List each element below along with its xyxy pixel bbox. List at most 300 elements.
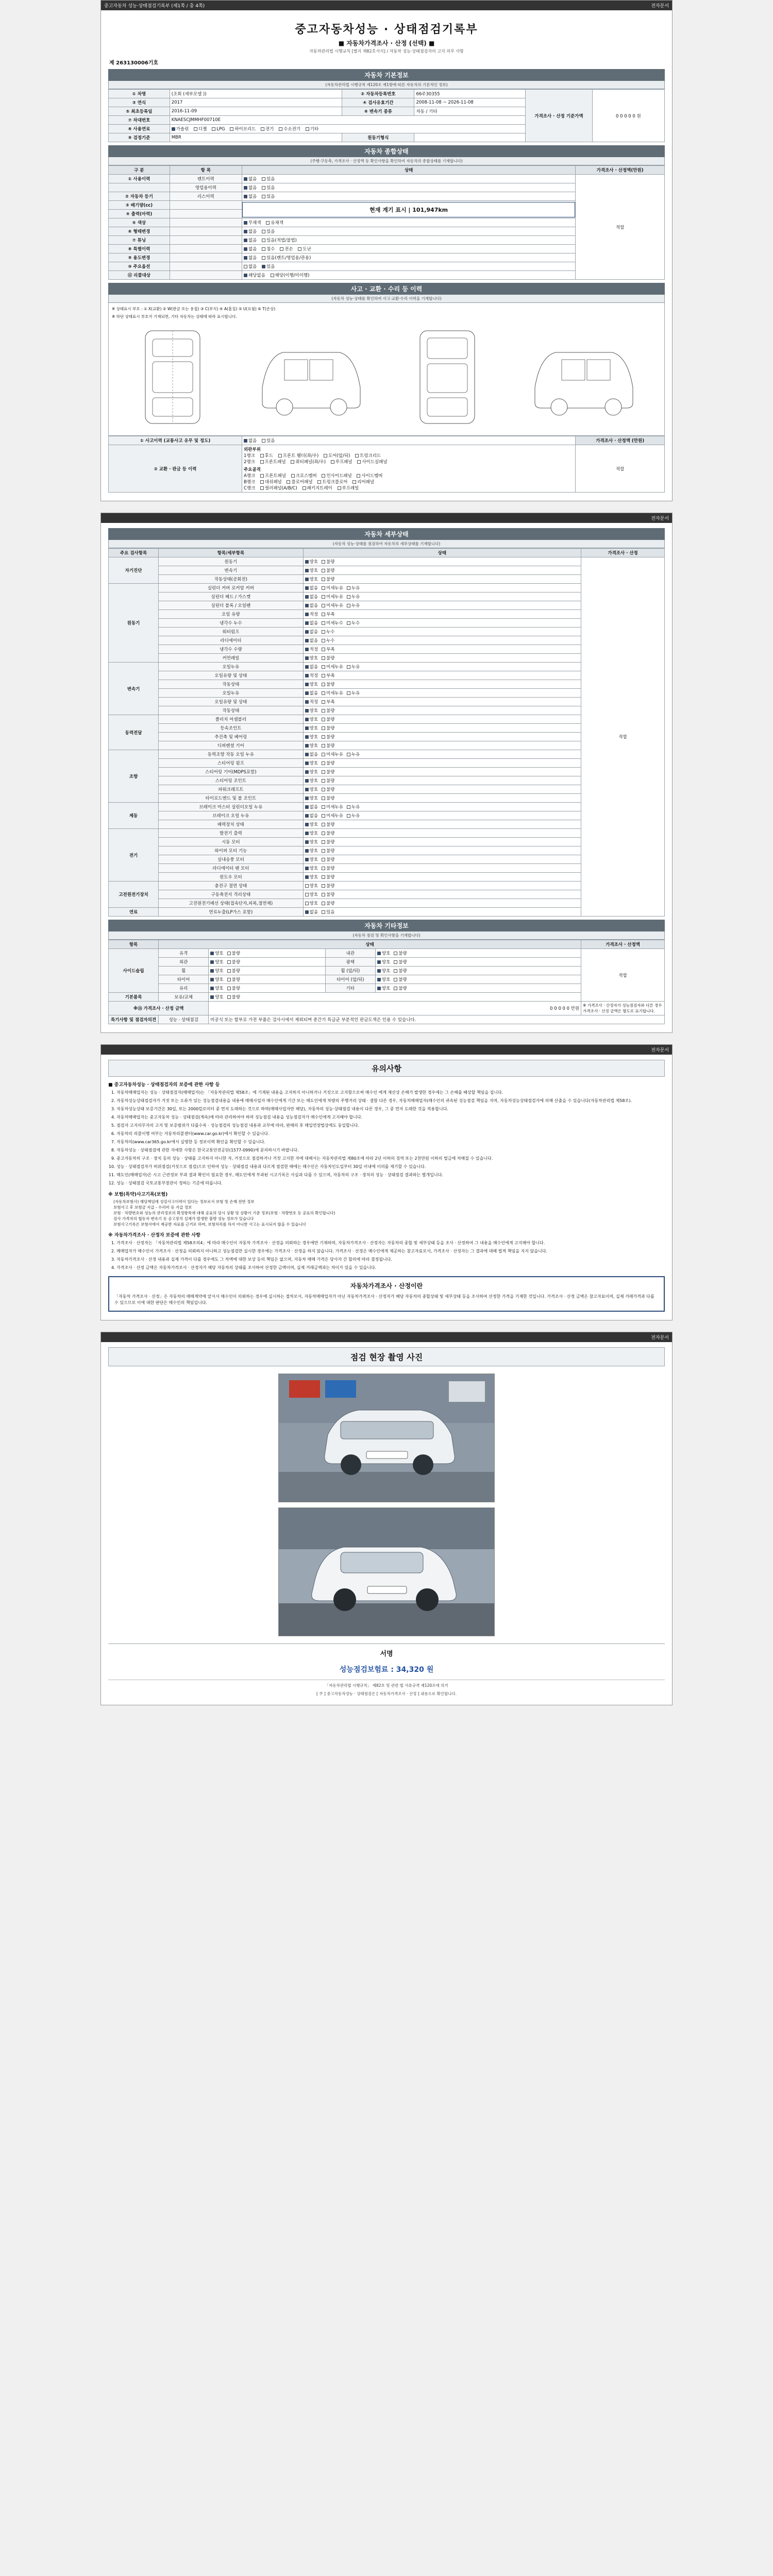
notice-section-1: ■ 중고자동차성능 · 상태점검자의 보증에 관한 사항 등 xyxy=(108,1082,220,1088)
fuel-option-electric[interactable] xyxy=(261,126,274,132)
overall-state-9[interactable] xyxy=(242,253,575,262)
option-none[interactable] xyxy=(305,585,318,591)
checkbox-icon xyxy=(244,239,247,242)
option-yes[interactable] xyxy=(262,184,275,191)
detail-state-1-3[interactable] xyxy=(303,610,581,619)
option-bad[interactable] xyxy=(322,839,334,845)
option-good[interactable] xyxy=(210,976,223,982)
fuel-option-hybrid[interactable] xyxy=(230,126,256,132)
option-leak[interactable] xyxy=(347,690,360,696)
detail-item-7-0: 충전구 절연 상태 xyxy=(159,882,304,890)
option-good[interactable] xyxy=(305,786,318,792)
option-bad[interactable] xyxy=(322,856,334,862)
detail-state-1-4[interactable] xyxy=(303,619,581,628)
option-none[interactable] xyxy=(244,255,257,261)
option-proper[interactable] xyxy=(305,646,318,652)
option-bad[interactable] xyxy=(322,716,334,722)
option-leak[interactable] xyxy=(322,629,334,635)
signature-label: 서명 xyxy=(108,1643,665,1662)
etc-state-1[interactable] xyxy=(209,958,326,967)
topbar-right-text: 전자문서 xyxy=(651,4,669,9)
option-good[interactable] xyxy=(305,777,318,784)
checkbox-icon xyxy=(305,910,309,914)
detail-item-0-1: 변속기 xyxy=(159,566,304,575)
detail-state-8-0[interactable] xyxy=(303,908,581,917)
detail-state-6-0[interactable] xyxy=(303,829,581,838)
option-label: 미세누유 xyxy=(326,595,343,600)
overall-item-1: 영업용이력 xyxy=(170,183,242,192)
part-1-0-1[interactable] xyxy=(291,472,317,479)
option-good[interactable] xyxy=(305,848,318,854)
option-lack[interactable] xyxy=(322,611,334,617)
option-none[interactable] xyxy=(305,804,318,810)
option-bad[interactable] xyxy=(322,742,334,749)
checkbox-icon xyxy=(194,127,197,131)
option-none[interactable] xyxy=(305,620,318,626)
option-label: 양호 xyxy=(309,787,318,792)
checkbox-icon xyxy=(305,796,309,800)
overall-item-2: 리스이력 xyxy=(170,192,242,201)
option-bad[interactable] xyxy=(322,821,334,827)
option-good[interactable] xyxy=(305,795,318,801)
fuel-option-etc[interactable] xyxy=(306,126,318,132)
repair-groups xyxy=(242,445,575,493)
detail-state-6-5[interactable] xyxy=(303,873,581,882)
etc-state-3[interactable] xyxy=(209,975,326,984)
vehicle-photo-side[interactable] xyxy=(278,1507,495,1636)
overall-state-5[interactable] xyxy=(242,218,575,227)
etc-state-4[interactable] xyxy=(209,984,326,993)
option-good[interactable] xyxy=(377,985,390,991)
rank-label-1-1: B랭크 xyxy=(243,480,256,485)
option-good[interactable] xyxy=(305,856,318,862)
checkbox-icon xyxy=(377,960,381,964)
checkbox-icon xyxy=(322,884,325,888)
option-good[interactable] xyxy=(210,994,223,1000)
option-good[interactable] xyxy=(305,891,318,897)
overall-state-0[interactable] xyxy=(242,175,575,183)
option-leak[interactable] xyxy=(347,751,360,757)
option-bad[interactable] xyxy=(394,976,407,982)
part-0-1-1[interactable] xyxy=(291,459,326,465)
option-good[interactable] xyxy=(305,558,318,565)
part-1-0-2[interactable] xyxy=(322,472,351,479)
option-yes[interactable] xyxy=(262,237,297,243)
detail-state-0-2[interactable] xyxy=(303,575,581,584)
option-micro-leak[interactable] xyxy=(322,585,343,591)
option-good[interactable] xyxy=(305,655,318,661)
crash-option-yes[interactable] xyxy=(262,437,275,444)
overall-item-5 xyxy=(170,218,242,227)
option-bad[interactable] xyxy=(322,734,334,740)
option-flood[interactable] xyxy=(262,246,275,252)
detail-state-3-3[interactable] xyxy=(303,741,581,750)
option-achromatic[interactable] xyxy=(244,219,261,226)
detail-item-3-2: 추진축 및 베어링 xyxy=(159,733,304,741)
option-good[interactable] xyxy=(305,567,318,573)
overall-state-2[interactable] xyxy=(242,192,575,201)
option-leak[interactable] xyxy=(322,637,334,643)
overall-item-0: 렌트이력 xyxy=(170,175,242,183)
option-none[interactable] xyxy=(244,193,257,199)
overall-state-6[interactable] xyxy=(242,227,575,236)
part-1-2-0[interactable] xyxy=(260,485,297,491)
fuel-label-3: 하이브리드 xyxy=(234,127,256,132)
detail-state-4-3[interactable] xyxy=(303,776,581,785)
option-applicable[interactable] xyxy=(271,272,310,278)
part-0-0-1[interactable] xyxy=(278,452,319,459)
option-bad[interactable] xyxy=(394,959,407,965)
option-good[interactable] xyxy=(305,830,318,836)
part-1-2-1[interactable] xyxy=(303,485,332,491)
option-label: 누수 xyxy=(326,638,335,643)
option-leak[interactable] xyxy=(347,602,360,608)
etc-state-2[interactable] xyxy=(209,967,326,975)
option-good[interactable] xyxy=(305,734,318,740)
option-bad[interactable] xyxy=(227,959,240,965)
option-good[interactable] xyxy=(305,874,318,880)
detail-state-4-2[interactable] xyxy=(303,768,581,776)
part-0-1-3[interactable] xyxy=(357,459,387,465)
overall-state-1[interactable] xyxy=(242,183,575,192)
option-good[interactable] xyxy=(305,760,318,766)
option-good[interactable] xyxy=(305,681,318,687)
fuel-option-hydrogen[interactable] xyxy=(279,126,300,132)
option-good[interactable] xyxy=(210,968,223,974)
option-none[interactable] xyxy=(305,690,318,696)
option-label: 불량 xyxy=(326,840,335,845)
checkbox-icon xyxy=(331,460,334,464)
option-bad[interactable] xyxy=(227,994,240,1000)
detail-state-2-5[interactable] xyxy=(303,706,581,715)
fuel-options[interactable] xyxy=(170,125,526,133)
detail-state-0-0[interactable] xyxy=(303,557,581,566)
option-leak[interactable] xyxy=(347,812,360,819)
option-micro-leak[interactable] xyxy=(322,812,343,819)
checkbox-icon xyxy=(305,665,309,669)
option-bad[interactable] xyxy=(227,950,240,956)
option-none[interactable] xyxy=(305,637,318,643)
option-good[interactable] xyxy=(305,883,318,889)
option-bad[interactable] xyxy=(322,655,334,661)
option-good[interactable] xyxy=(210,950,223,956)
detail-state-1-1[interactable] xyxy=(303,592,581,601)
option-leak[interactable] xyxy=(347,620,360,626)
option-good[interactable] xyxy=(305,839,318,845)
part-1-1-1[interactable] xyxy=(287,479,312,485)
part-0-0-2[interactable] xyxy=(324,452,350,459)
option-micro-leak[interactable] xyxy=(322,690,343,696)
option-proper[interactable] xyxy=(305,699,318,705)
fuel-option-lpg[interactable] xyxy=(212,127,225,132)
option-bad[interactable] xyxy=(227,968,240,974)
option-none[interactable] xyxy=(244,263,257,269)
option-yes[interactable] xyxy=(262,263,275,269)
option-label: 미세누유 xyxy=(326,805,343,810)
detail-state-6-4[interactable] xyxy=(303,864,581,873)
crash-options[interactable] xyxy=(242,436,575,445)
option-bad[interactable] xyxy=(322,681,334,687)
etc-total-note: ※ 가격조사 · 산정자가 성능점검자와 다른 경우 가격조사 · 산정 금액은 별도로 표기합니다. xyxy=(581,1002,665,1015)
option-good[interactable] xyxy=(377,976,390,982)
part-1-0-0[interactable] xyxy=(260,472,286,479)
overall-state-11[interactable] xyxy=(242,271,575,280)
option-micro-leak[interactable] xyxy=(322,594,343,600)
detail-state-4-5[interactable] xyxy=(303,794,581,803)
detail-state-1-2[interactable] xyxy=(303,601,581,610)
checkbox-icon xyxy=(357,460,361,464)
option-bad[interactable] xyxy=(322,760,334,766)
fuel-option-diesel[interactable] xyxy=(194,126,207,132)
option-proper[interactable] xyxy=(305,672,318,679)
option-bad[interactable] xyxy=(394,950,407,956)
option-micro-leak[interactable] xyxy=(322,751,343,757)
option-good[interactable] xyxy=(305,865,318,871)
option-none[interactable] xyxy=(244,246,257,252)
option-label: 양호 xyxy=(309,901,318,906)
option-none[interactable] xyxy=(305,594,318,600)
option-none[interactable] xyxy=(244,228,257,234)
option-bad[interactable] xyxy=(227,985,240,991)
detail-state-5-2[interactable] xyxy=(303,820,581,829)
checkbox-icon xyxy=(322,875,325,879)
option-good[interactable] xyxy=(377,959,390,965)
detail-state-6-3[interactable] xyxy=(303,855,581,864)
option-bad[interactable] xyxy=(322,567,334,573)
detail-state-0-1[interactable] xyxy=(303,566,581,575)
part-label: 프론트패널 xyxy=(264,473,286,479)
etc-state2-0[interactable] xyxy=(375,949,581,958)
overall-state-10[interactable] xyxy=(242,262,575,271)
part-1-2-2[interactable] xyxy=(338,485,359,491)
option-good[interactable] xyxy=(377,968,390,974)
detail-state-5-1[interactable] xyxy=(303,811,581,820)
option-micro-leak[interactable] xyxy=(322,804,343,810)
basic-label-0: ① 차명 xyxy=(109,90,170,98)
checkbox-icon xyxy=(322,735,325,739)
notice-item: 3. 자동차성능상태 보증기간은 30일, 또는 2000킬로미터 중 먼저 도래하는 것으로 하며(매매사업자만 해당), 자동차의 성능·상태점검 내용이 다른 경우, 그 중 먼저 도래한 것을 적용합니다. xyxy=(116,1106,665,1112)
option-na[interactable] xyxy=(244,272,265,278)
detail-item-1-2: 실린더 블록 / 오일팬 xyxy=(159,601,304,610)
detail-state-3-0[interactable] xyxy=(303,715,581,724)
checkbox-icon xyxy=(305,718,309,721)
part-0-1-2[interactable] xyxy=(331,459,352,465)
detail-state-4-0[interactable] xyxy=(303,750,581,759)
option-good[interactable] xyxy=(305,707,318,714)
option-yes[interactable] xyxy=(322,909,334,915)
checkbox-icon xyxy=(322,805,325,809)
option-leak[interactable] xyxy=(347,594,360,600)
detail-item-7-1: 구동축전지 격리상태 xyxy=(159,890,304,899)
diagram-note-1: ※ 상태표시 부호 : ① X(교환) ② W(판금 또는 용접) ③ C(부식) ④ A(흠집) ⑤ U(요철) ⑥ T(손상) xyxy=(112,307,276,311)
option-bad[interactable] xyxy=(322,786,334,792)
overall-state-7[interactable] xyxy=(242,236,575,245)
part-1-1-2[interactable] xyxy=(317,479,347,485)
detail-state-6-2[interactable] xyxy=(303,846,581,855)
option-leak[interactable] xyxy=(347,585,360,591)
option-bad[interactable] xyxy=(322,900,334,906)
basic-label2-0: ② 자동차등록번호 xyxy=(342,90,414,98)
detail-state-5-0[interactable] xyxy=(303,803,581,811)
etc-state-5[interactable] xyxy=(209,993,581,1002)
part-0-0-0[interactable] xyxy=(260,452,273,459)
overall-col-1: 항 목 xyxy=(170,166,242,175)
part-0-1-0[interactable] xyxy=(260,459,286,465)
option-none[interactable] xyxy=(305,812,318,819)
option-label: 불량 xyxy=(326,743,335,749)
detail-state-table xyxy=(108,548,665,917)
table-row xyxy=(109,949,665,958)
etc-state2-3[interactable] xyxy=(375,975,581,984)
option-good[interactable] xyxy=(305,725,318,731)
option-label: 양호 xyxy=(309,717,318,722)
option-yes[interactable] xyxy=(262,255,311,261)
part-1-1-0[interactable] xyxy=(260,479,282,485)
option-good[interactable] xyxy=(305,742,318,749)
basic-value-0: (조회 (세부모델 )) xyxy=(170,90,342,98)
detail-state-2-2[interactable] xyxy=(303,680,581,689)
option-none[interactable] xyxy=(305,751,318,757)
option-good[interactable] xyxy=(305,821,318,827)
fuel-option-gasoline[interactable] xyxy=(172,126,189,132)
option-lack[interactable] xyxy=(322,672,334,679)
option-leak[interactable] xyxy=(347,664,360,670)
option-micro-leak[interactable] xyxy=(322,602,343,608)
vehicle-photo-front[interactable] xyxy=(278,1374,495,1502)
option-good[interactable] xyxy=(210,959,223,965)
option-bad[interactable] xyxy=(322,576,334,582)
option-theft[interactable] xyxy=(298,246,311,252)
option-good[interactable] xyxy=(305,576,318,582)
option-none[interactable] xyxy=(305,629,318,635)
option-none[interactable] xyxy=(244,237,257,243)
option-bad[interactable] xyxy=(322,558,334,565)
section-etc-note: (자동차 점검 및 확인사항을 기재합니다) xyxy=(108,931,665,940)
detail-item-6-1: 시동 모터 xyxy=(159,838,304,846)
detail-state-1-5[interactable] xyxy=(303,628,581,636)
detail-state-2-4[interactable] xyxy=(303,698,581,706)
etc-state2-4[interactable] xyxy=(375,984,581,993)
overall-item-8 xyxy=(170,245,242,253)
option-totalloss[interactable] xyxy=(280,246,293,252)
option-label: 전손 xyxy=(284,247,293,252)
option-none[interactable] xyxy=(244,184,257,191)
detail-state-2-3[interactable] xyxy=(303,689,581,698)
option-label: 불량 xyxy=(326,568,335,573)
etc-item2-0: 내관 xyxy=(325,949,375,958)
detail-state-1-6[interactable] xyxy=(303,636,581,645)
part-1-1-3[interactable] xyxy=(352,479,374,485)
checkbox-icon xyxy=(227,960,231,964)
special-label: 특기사항 및 점검자의견 xyxy=(109,1015,159,1024)
option-lack[interactable] xyxy=(322,699,334,705)
option-none[interactable] xyxy=(305,909,318,915)
checkbox-icon xyxy=(322,753,325,756)
detail-state-7-1[interactable] xyxy=(303,890,581,899)
detail-state-4-4[interactable] xyxy=(303,785,581,794)
detail-state-2-0[interactable] xyxy=(303,663,581,671)
option-bad[interactable] xyxy=(394,985,407,991)
option-none[interactable] xyxy=(305,602,318,608)
detail-state-3-1[interactable] xyxy=(303,724,581,733)
option-bad[interactable] xyxy=(322,874,334,880)
option-good[interactable] xyxy=(305,716,318,722)
diagram-note-2: ※ 하단 상태표시 부호가 기재되면, 기타 자동차는 상태에 따라 표시합니다. xyxy=(112,314,237,319)
part-0-0-3[interactable] xyxy=(355,452,381,459)
option-bad[interactable] xyxy=(322,891,334,897)
detail-item-5-1: 브레이크 오일 누유 xyxy=(159,811,304,820)
etc-state2-1[interactable] xyxy=(375,958,581,967)
option-bad[interactable] xyxy=(322,707,334,714)
option-micro-leak[interactable] xyxy=(322,664,343,670)
option-bad[interactable] xyxy=(322,777,334,784)
detail-state-6-1[interactable] xyxy=(303,838,581,846)
detail-state-1-8[interactable] xyxy=(303,654,581,663)
detail-state-1-7[interactable] xyxy=(303,645,581,654)
overall-state-8[interactable] xyxy=(242,245,575,253)
option-chromatic[interactable] xyxy=(266,219,283,226)
notice-sublist-2 xyxy=(113,1199,665,1227)
etc-state2-2[interactable] xyxy=(375,967,581,975)
option-bad[interactable] xyxy=(322,769,334,775)
option-micro-leak[interactable] xyxy=(322,620,343,626)
checkbox-icon xyxy=(322,858,325,861)
etc-state-0[interactable] xyxy=(209,949,326,958)
detail-state-7-0[interactable] xyxy=(303,882,581,890)
section-accident-title: 사고 · 교환 · 수리 등 이력 xyxy=(108,283,665,295)
option-bad[interactable] xyxy=(322,830,334,836)
option-bad[interactable] xyxy=(394,968,407,974)
option-bad[interactable] xyxy=(322,725,334,731)
table-row xyxy=(109,671,665,680)
checkbox-icon xyxy=(305,595,309,599)
detail-state-7-2[interactable] xyxy=(303,899,581,908)
option-yes[interactable] xyxy=(262,176,275,182)
option-lack[interactable] xyxy=(322,646,334,652)
option-none[interactable] xyxy=(305,664,318,670)
detail-state-2-1[interactable] xyxy=(303,671,581,680)
option-label: 있음(적법/불법) xyxy=(266,238,297,243)
option-proper[interactable] xyxy=(305,611,318,617)
option-none[interactable] xyxy=(244,176,257,182)
option-label: 누유 xyxy=(351,595,360,600)
detail-state-3-2[interactable] xyxy=(303,733,581,741)
part-1-0-3[interactable] xyxy=(357,472,382,479)
crash-option-none[interactable] xyxy=(244,437,257,444)
option-good[interactable] xyxy=(377,950,390,956)
option-bad[interactable] xyxy=(322,883,334,889)
option-label: 불량 xyxy=(231,986,241,991)
option-yes[interactable] xyxy=(262,228,275,234)
option-leak[interactable] xyxy=(347,804,360,810)
option-bad[interactable] xyxy=(322,848,334,854)
section-overall-note: (주행·구동축, 가격조사 · 산정액 등 확인사항을 확인하여 자동차의 종합상태를 기재합니다) xyxy=(108,157,665,165)
basic-label2-5: 원동기형식 xyxy=(342,133,414,142)
option-bad[interactable] xyxy=(322,865,334,871)
option-good[interactable] xyxy=(305,900,318,906)
document-legal-note: 자동차관리법 시행규칙 [별지 제82호서식] / 자동차 성능·상태점검자의 고지 의무 사항 xyxy=(309,49,464,54)
table-row xyxy=(109,794,665,803)
detail-state-4-1[interactable] xyxy=(303,759,581,768)
checkbox-icon xyxy=(305,613,309,616)
option-bad[interactable] xyxy=(227,976,240,982)
option-label: 없음 xyxy=(309,630,318,635)
detail-state-1-0[interactable] xyxy=(303,584,581,592)
option-bad[interactable] xyxy=(322,795,334,801)
option-good[interactable] xyxy=(305,769,318,775)
option-good[interactable] xyxy=(210,985,223,991)
option-yes[interactable] xyxy=(262,193,275,199)
